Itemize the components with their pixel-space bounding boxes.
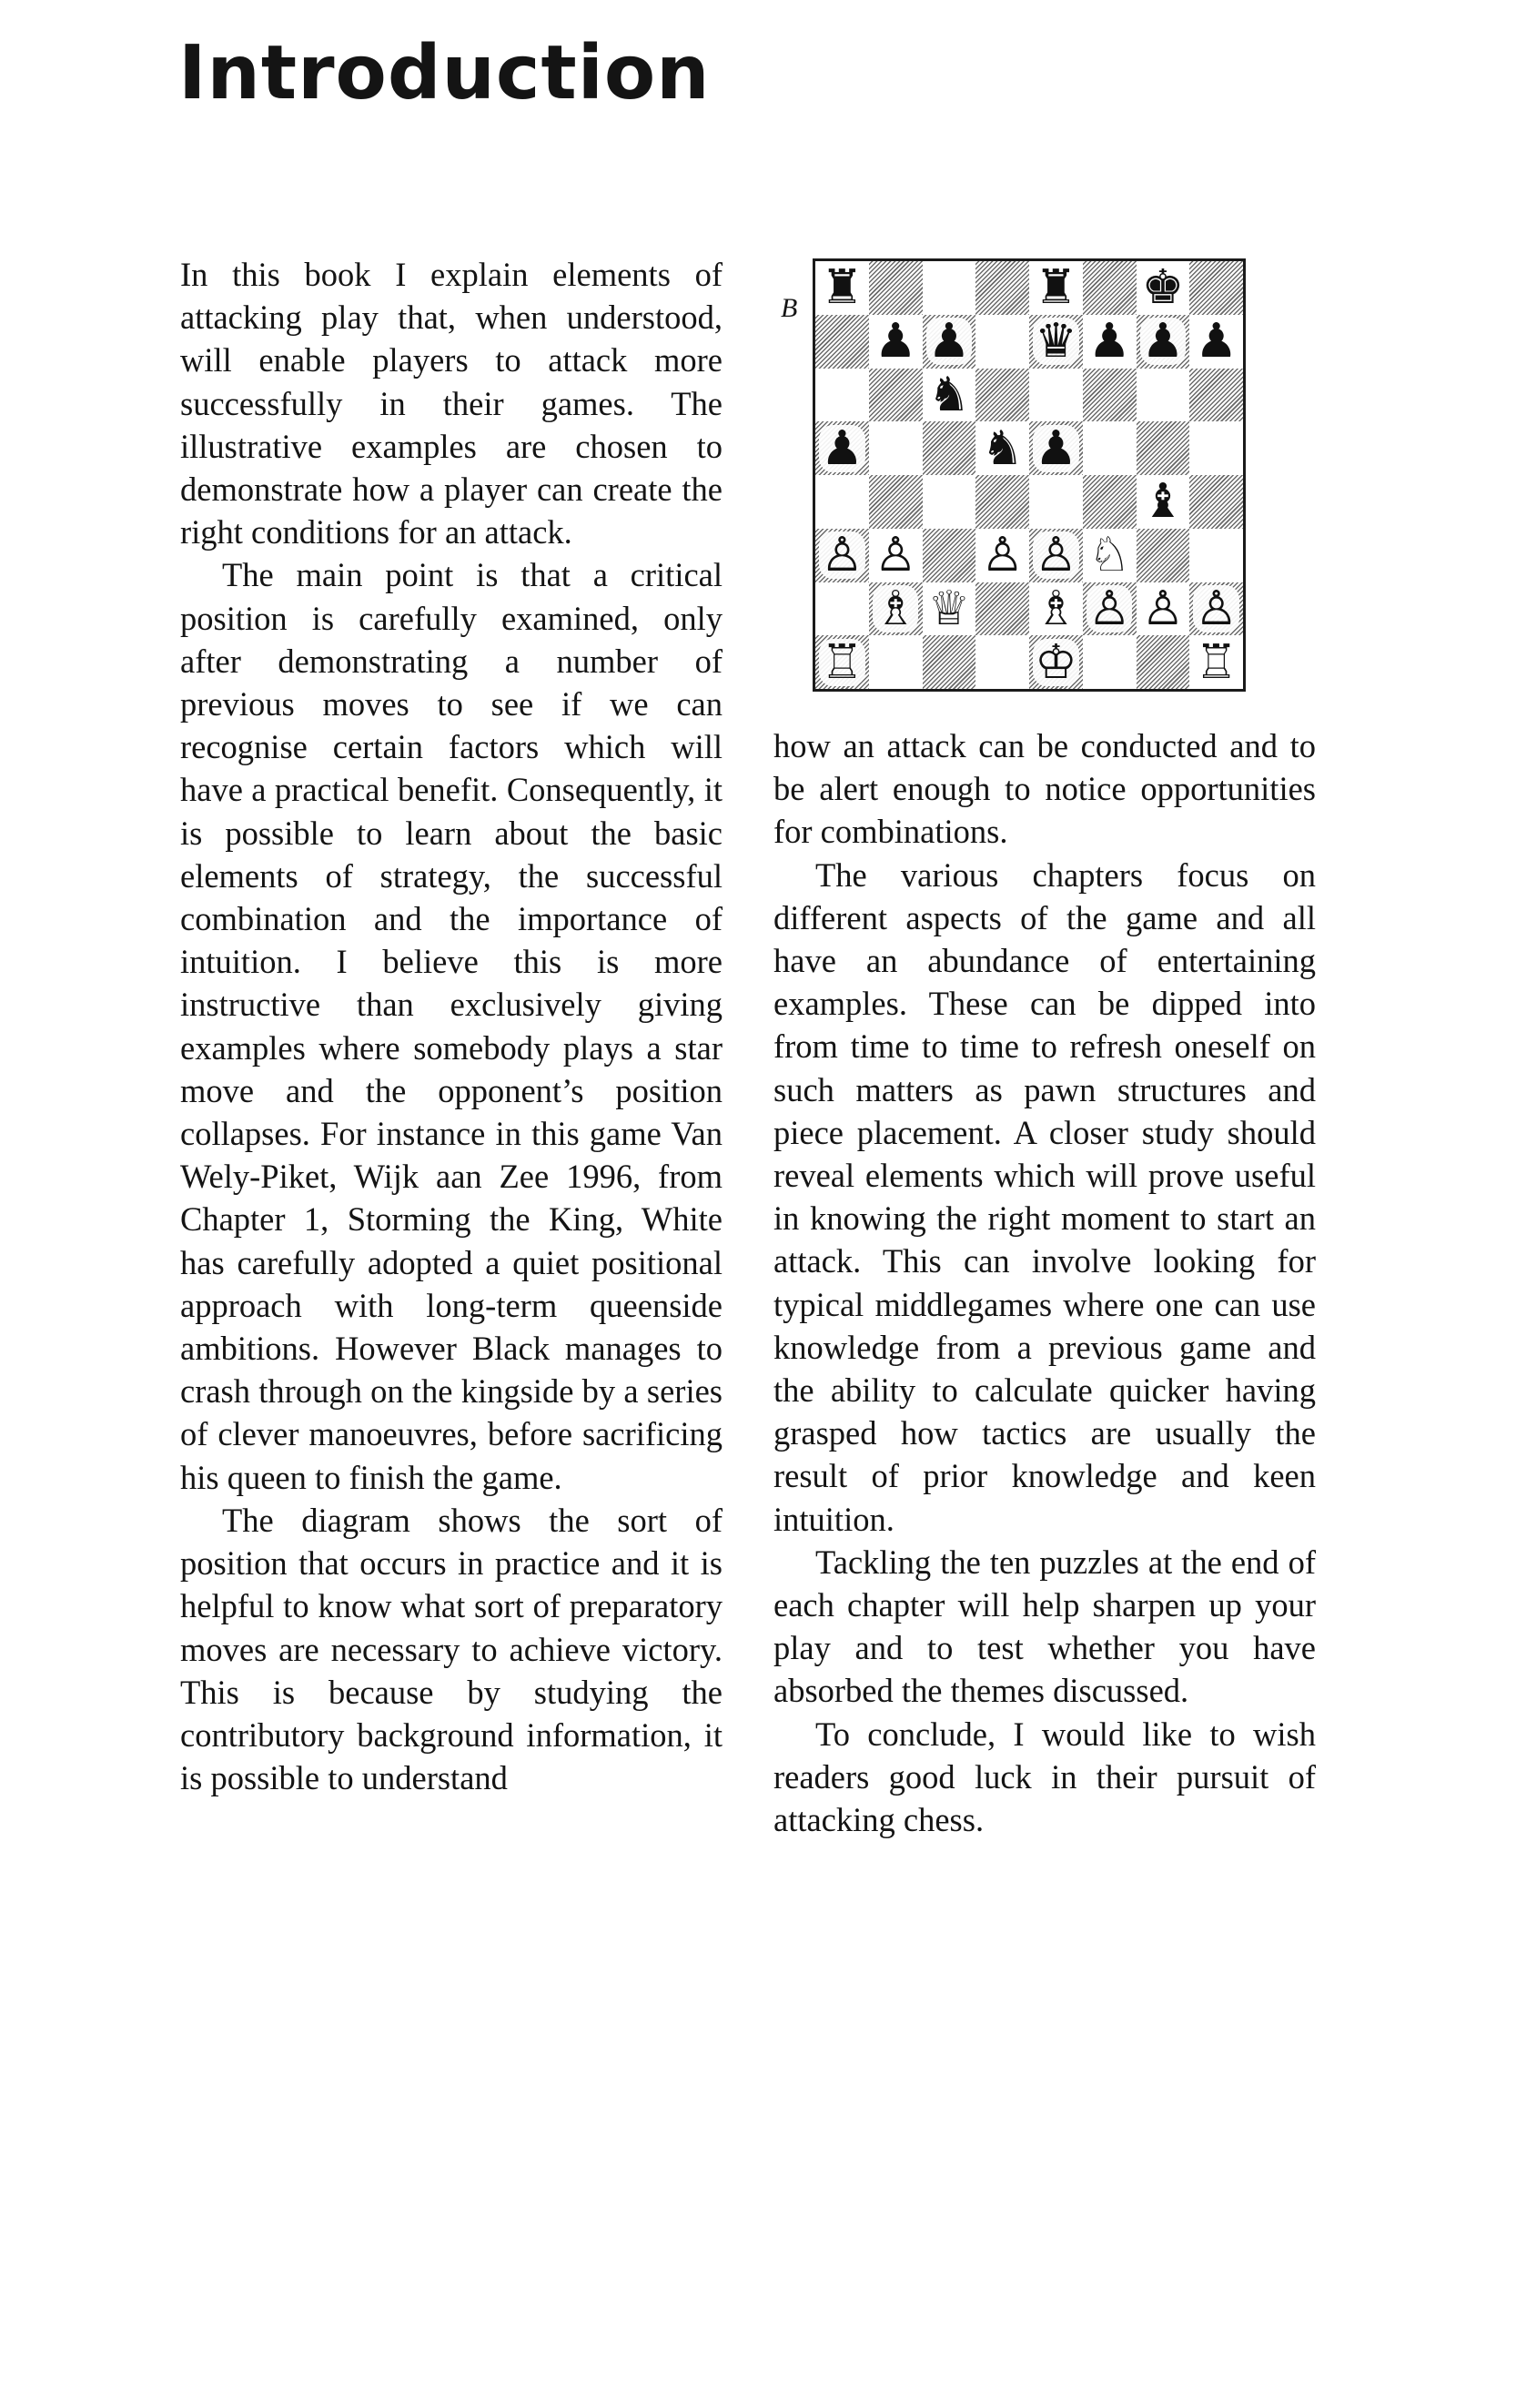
chess-piece: ♜ (821, 261, 864, 315)
board-square (975, 582, 1029, 636)
chess-piece: ♟ (874, 314, 917, 369)
board-square (975, 635, 1029, 689)
board-square (1137, 369, 1190, 422)
board-square (923, 635, 976, 689)
board-square (1029, 315, 1083, 369)
chess-piece: ♟ (1195, 314, 1238, 369)
board-square (815, 369, 869, 422)
board-square (869, 635, 923, 689)
chess-piece: ♙ (821, 528, 864, 582)
paragraph: The main point is that a critical position is carefully examined, only after demonstrating a number of previous moves to see if we can recognise certain factors which will have a practical benefit. Consequently, it is possible to learn about the basic elements of strategy, the successful combination and the importance of intuition. I believe this is more instructive than exclusively giving examples where somebody plays a star move and the opponent’s position collapses. For instance in this game Van Wely-Piket, Wijk aan Zee 1996, from Chapter 1, Storming the King, White has carefully adopted a quiet positional approach with long-term queenside ambitions. However Black manages to crash through on the kingside by a series of clever manoeuvres, before sacrificing his queen to finish the game. (180, 556, 723, 1496)
board-square (923, 582, 976, 636)
right-column (773, 724, 1316, 1841)
board-square (1189, 582, 1243, 636)
board-square (815, 529, 869, 582)
board-square (1083, 369, 1137, 422)
chess-piece: ♚ (1141, 261, 1185, 315)
board-square (923, 315, 976, 369)
board-square (1137, 635, 1190, 689)
paragraph: Tackling the ten puzzles at the end of each chapter will help sharpen up your play and to test whether you have absorbed the themes discussed. (773, 1543, 1316, 1710)
board-square (869, 582, 923, 636)
chess-piece: ♗ (874, 582, 917, 636)
board-square (1189, 369, 1243, 422)
chess-piece: ♙ (1141, 582, 1185, 636)
page-title: Introduction (178, 30, 711, 116)
chess-piece: ♟ (1141, 314, 1185, 369)
board-square (1029, 475, 1083, 529)
chess-diagram (813, 258, 1246, 692)
board-square (815, 261, 869, 315)
board-square (869, 475, 923, 529)
paragraph: To conclude, I would like to wish readers good luck in their pursuit of attacking chess. (773, 1715, 1316, 1839)
chess-piece: ♞ (981, 421, 1024, 475)
chess-piece: ♝ (1141, 475, 1185, 529)
board-square (1189, 635, 1243, 689)
chess-piece: ♗ (1035, 582, 1077, 636)
board-square (923, 261, 976, 315)
board-square (975, 421, 1029, 475)
paragraph: how an attack can be conducted and to be alert enough to notice opportunities for combinations. (773, 727, 1316, 851)
chess-piece: ♙ (1087, 582, 1131, 636)
board-square (1189, 475, 1243, 529)
board-square (975, 475, 1029, 529)
left-column (180, 253, 723, 1799)
board-square (1083, 475, 1137, 529)
board-square (1029, 261, 1083, 315)
paragraph: In this book I explain elements of attacking play that, when understood, will enable players to attack more successfully in their games. The illustrative examples are chosen to demonstrate how a player can create the right conditions for an attack. (180, 256, 723, 551)
chess-piece: ♟ (821, 421, 864, 475)
board-square (923, 475, 976, 529)
board-square (1189, 529, 1243, 582)
chess-piece: ♟ (927, 314, 971, 369)
board-square (1137, 475, 1190, 529)
board-square (1083, 261, 1137, 315)
board-square (1029, 635, 1083, 689)
chess-piece: ♖ (821, 635, 864, 689)
board-square (1029, 421, 1083, 475)
chess-piece: ♞ (927, 368, 971, 422)
board-square (1137, 261, 1190, 315)
board-square (923, 529, 976, 582)
chess-piece: ♙ (1195, 582, 1238, 636)
board-square (1137, 529, 1190, 582)
board-square (1189, 315, 1243, 369)
board-square (815, 582, 869, 636)
board-square (1137, 315, 1190, 369)
board-square (975, 529, 1029, 582)
board-square (1137, 582, 1190, 636)
board-square (1189, 261, 1243, 315)
chess-piece: ♖ (1195, 635, 1238, 689)
chess-piece: ♛ (1035, 314, 1077, 369)
board-square (869, 529, 923, 582)
chess-piece: ♜ (1035, 261, 1077, 315)
board-square (923, 369, 976, 422)
paragraph: The various chapters focus on different aspects of the game and all have an abundance of entertaining examples. These can be dipped into from time to time to refresh oneself on such matters as pawn structures and piece placement. A closer study should reveal elements which will prove useful in knowing the right moment to start an attack. This can involve looking for typical middlegames where one can use knowledge from a previous game and the ability to calculate quicker having grasped how tactics are usually the result of prior knowledge and keen intuition. (773, 855, 1316, 1538)
chess-piece: ♟ (1087, 314, 1131, 369)
board-square (975, 315, 1029, 369)
board-square (975, 369, 1029, 422)
board-square (923, 421, 976, 475)
board-square (869, 261, 923, 315)
board-square (815, 475, 869, 529)
board-square (1029, 369, 1083, 422)
chess-piece: ♔ (1035, 635, 1077, 689)
board-square (815, 635, 869, 689)
chess-piece: ♘ (1087, 528, 1131, 582)
board-square (815, 315, 869, 369)
board-square (1189, 421, 1243, 475)
chess-piece: ♙ (981, 528, 1024, 582)
chess-piece: ♟ (1035, 421, 1077, 475)
chess-piece: ♕ (927, 582, 971, 636)
board-square (1083, 529, 1137, 582)
board-square (869, 315, 923, 369)
board-square (1083, 315, 1137, 369)
board-square (1137, 421, 1190, 475)
board-square (975, 261, 1029, 315)
board-square (869, 369, 923, 422)
board-square (1083, 635, 1137, 689)
paragraph: The diagram shows the sort of position that occurs in practice and it is helpful to know what sort of preparatory moves are necessary to achieve victory. This is because by studying the contributory background information, it is possible to understand (180, 1501, 723, 1797)
chess-piece: ♙ (1035, 528, 1077, 582)
board-square (815, 421, 869, 475)
board-square (1029, 529, 1083, 582)
board-square (1083, 582, 1137, 636)
board-square (869, 421, 923, 475)
board-square (1083, 421, 1137, 475)
side-to-move-label: B (781, 293, 798, 323)
chess-piece: ♙ (874, 528, 917, 582)
board-square (1029, 582, 1083, 636)
